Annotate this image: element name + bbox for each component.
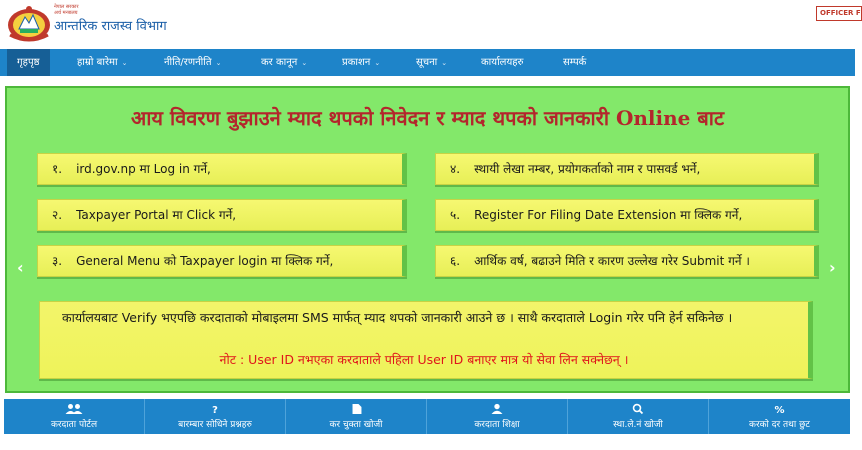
quick-link-taxpayer-portal[interactable]: [4, 399, 145, 434]
quick-link-label: कर चुक्ता खोजी: [329, 420, 383, 430]
question-icon: [145, 403, 285, 415]
gov-line-2: अर्थ मन्त्रालय: [54, 10, 78, 16]
quick-link-label: करदाता शिक्षा: [474, 420, 520, 430]
carousel-next-arrow-icon[interactable]: ›: [829, 258, 836, 277]
nav-item-about[interactable]: [77, 49, 127, 76]
document-icon: [286, 403, 426, 415]
step-number: ६.: [450, 254, 461, 268]
svg-text:?: ?: [212, 404, 218, 416]
quick-link-label: करदाता पोर्टल: [50, 420, 98, 430]
nav-item-label: सम्पर्क: [563, 57, 587, 68]
quick-link-tax-clearance[interactable]: [286, 399, 427, 434]
quick-link-faq[interactable]: [145, 399, 286, 434]
quick-link-label: स्था.ले.नं खोजी: [613, 420, 663, 430]
quick-link-label: बारम्बार सोधिने प्रश्नहरु: [178, 420, 252, 430]
step-number: २.: [52, 208, 63, 222]
chevron-down-icon: ⌄: [301, 59, 308, 67]
step-text: स्थायी लेखा नम्बर, प्रयोगकर्ताको नाम र पासवर्ड भर्ने,: [474, 162, 701, 176]
step-number: ४.: [450, 162, 461, 176]
chevron-down-icon: ⌄: [121, 59, 128, 67]
step-number: १.: [52, 162, 63, 176]
step-text: आर्थिक वर्ष, बढाउने मिति र कारण उल्लेख गरेर Submit गर्ने ।: [474, 254, 750, 268]
chevron-down-icon: ⌄: [374, 59, 381, 67]
quick-link-tax-rates[interactable]: [709, 399, 850, 434]
chevron-down-icon: ⌄: [441, 59, 448, 67]
banner-title: आय विवरण बुझाउने म्याद थपको निवेदन र म्याद थपको जानकारी Online बाट: [130, 106, 725, 130]
percent-icon: [709, 403, 850, 415]
main-nav: [0, 49, 855, 76]
nav-item-label: गृहपृष्ठ: [17, 57, 40, 68]
quick-links-bar: [4, 399, 850, 434]
quick-link-pan-search[interactable]: [568, 399, 709, 434]
chevron-down-icon: ⌄: [215, 59, 222, 67]
search-icon: [568, 403, 708, 415]
officer-login-button[interactable]: OFFICER F: [816, 6, 862, 21]
nav-item-policy[interactable]: [164, 49, 221, 76]
step-number: ५.: [450, 208, 461, 222]
carousel-banner[interactable]: [5, 86, 850, 393]
step-number: ३.: [52, 254, 63, 268]
nav-item-home[interactable]: [7, 49, 50, 76]
step-item: [435, 153, 819, 185]
carousel-prev-arrow-icon[interactable]: ‹: [17, 258, 24, 277]
step-item: [37, 199, 407, 231]
step-text: Register For Filing Date Extension मा क्लिक गर्ने,: [474, 208, 743, 222]
nav-item-label: प्रकाशन: [342, 57, 371, 68]
notice-text: कार्यालयबाट Verify भएपछि करदाताको मोबाइलमा SMS मार्फत् म्याद थपको जानकारी आउने छ । साथै करदाताले Login गरेर पनि हेर्न सकिनेछ ।: [62, 310, 733, 325]
notice-note: नोट : User ID नभएका करदाताले पहिला User ID बनाएर मात्र यो सेवा लिन सक्नेछन् ।: [219, 352, 629, 367]
step-item: [435, 245, 819, 277]
nav-item-tax-law[interactable]: [261, 49, 307, 76]
step-text: ird.gov.np मा Log in गर्ने,: [76, 162, 211, 176]
nav-item-offices[interactable]: [481, 49, 524, 76]
nav-item-contact[interactable]: [563, 49, 586, 76]
nav-item-publication[interactable]: [342, 49, 380, 76]
site-header: [0, 0, 861, 47]
user-icon: [427, 403, 567, 415]
users-icon: [4, 403, 144, 415]
svg-text:%: %: [774, 405, 785, 416]
quick-link-label: करको दर तथा छुट: [749, 420, 810, 430]
step-item: [37, 245, 407, 277]
step-text: Taxpayer Portal मा Click गर्ने,: [76, 208, 237, 222]
nav-item-label: कर कानून: [261, 57, 298, 68]
nepal-emblem-logo[interactable]: [6, 3, 52, 43]
nav-item-label: नीति/रणनीति: [164, 57, 212, 68]
notice-box: [39, 301, 813, 379]
nav-item-label: हाम्रो बारेमा: [77, 57, 118, 68]
step-item: [435, 199, 819, 231]
org-name[interactable]: आन्तरिक राजस्व विभाग: [54, 19, 167, 34]
nav-item-notice[interactable]: [416, 49, 447, 76]
step-text: General Menu को Taxpayer login मा क्लिक गर्ने,: [76, 254, 334, 268]
quick-link-taxpayer-education[interactable]: [427, 399, 568, 434]
gov-line-1: नेपाल सरकार: [54, 4, 79, 10]
step-item: [37, 153, 407, 185]
nav-item-label: सूचना: [416, 57, 438, 68]
nav-item-label: कार्यालयहरु: [481, 57, 524, 68]
